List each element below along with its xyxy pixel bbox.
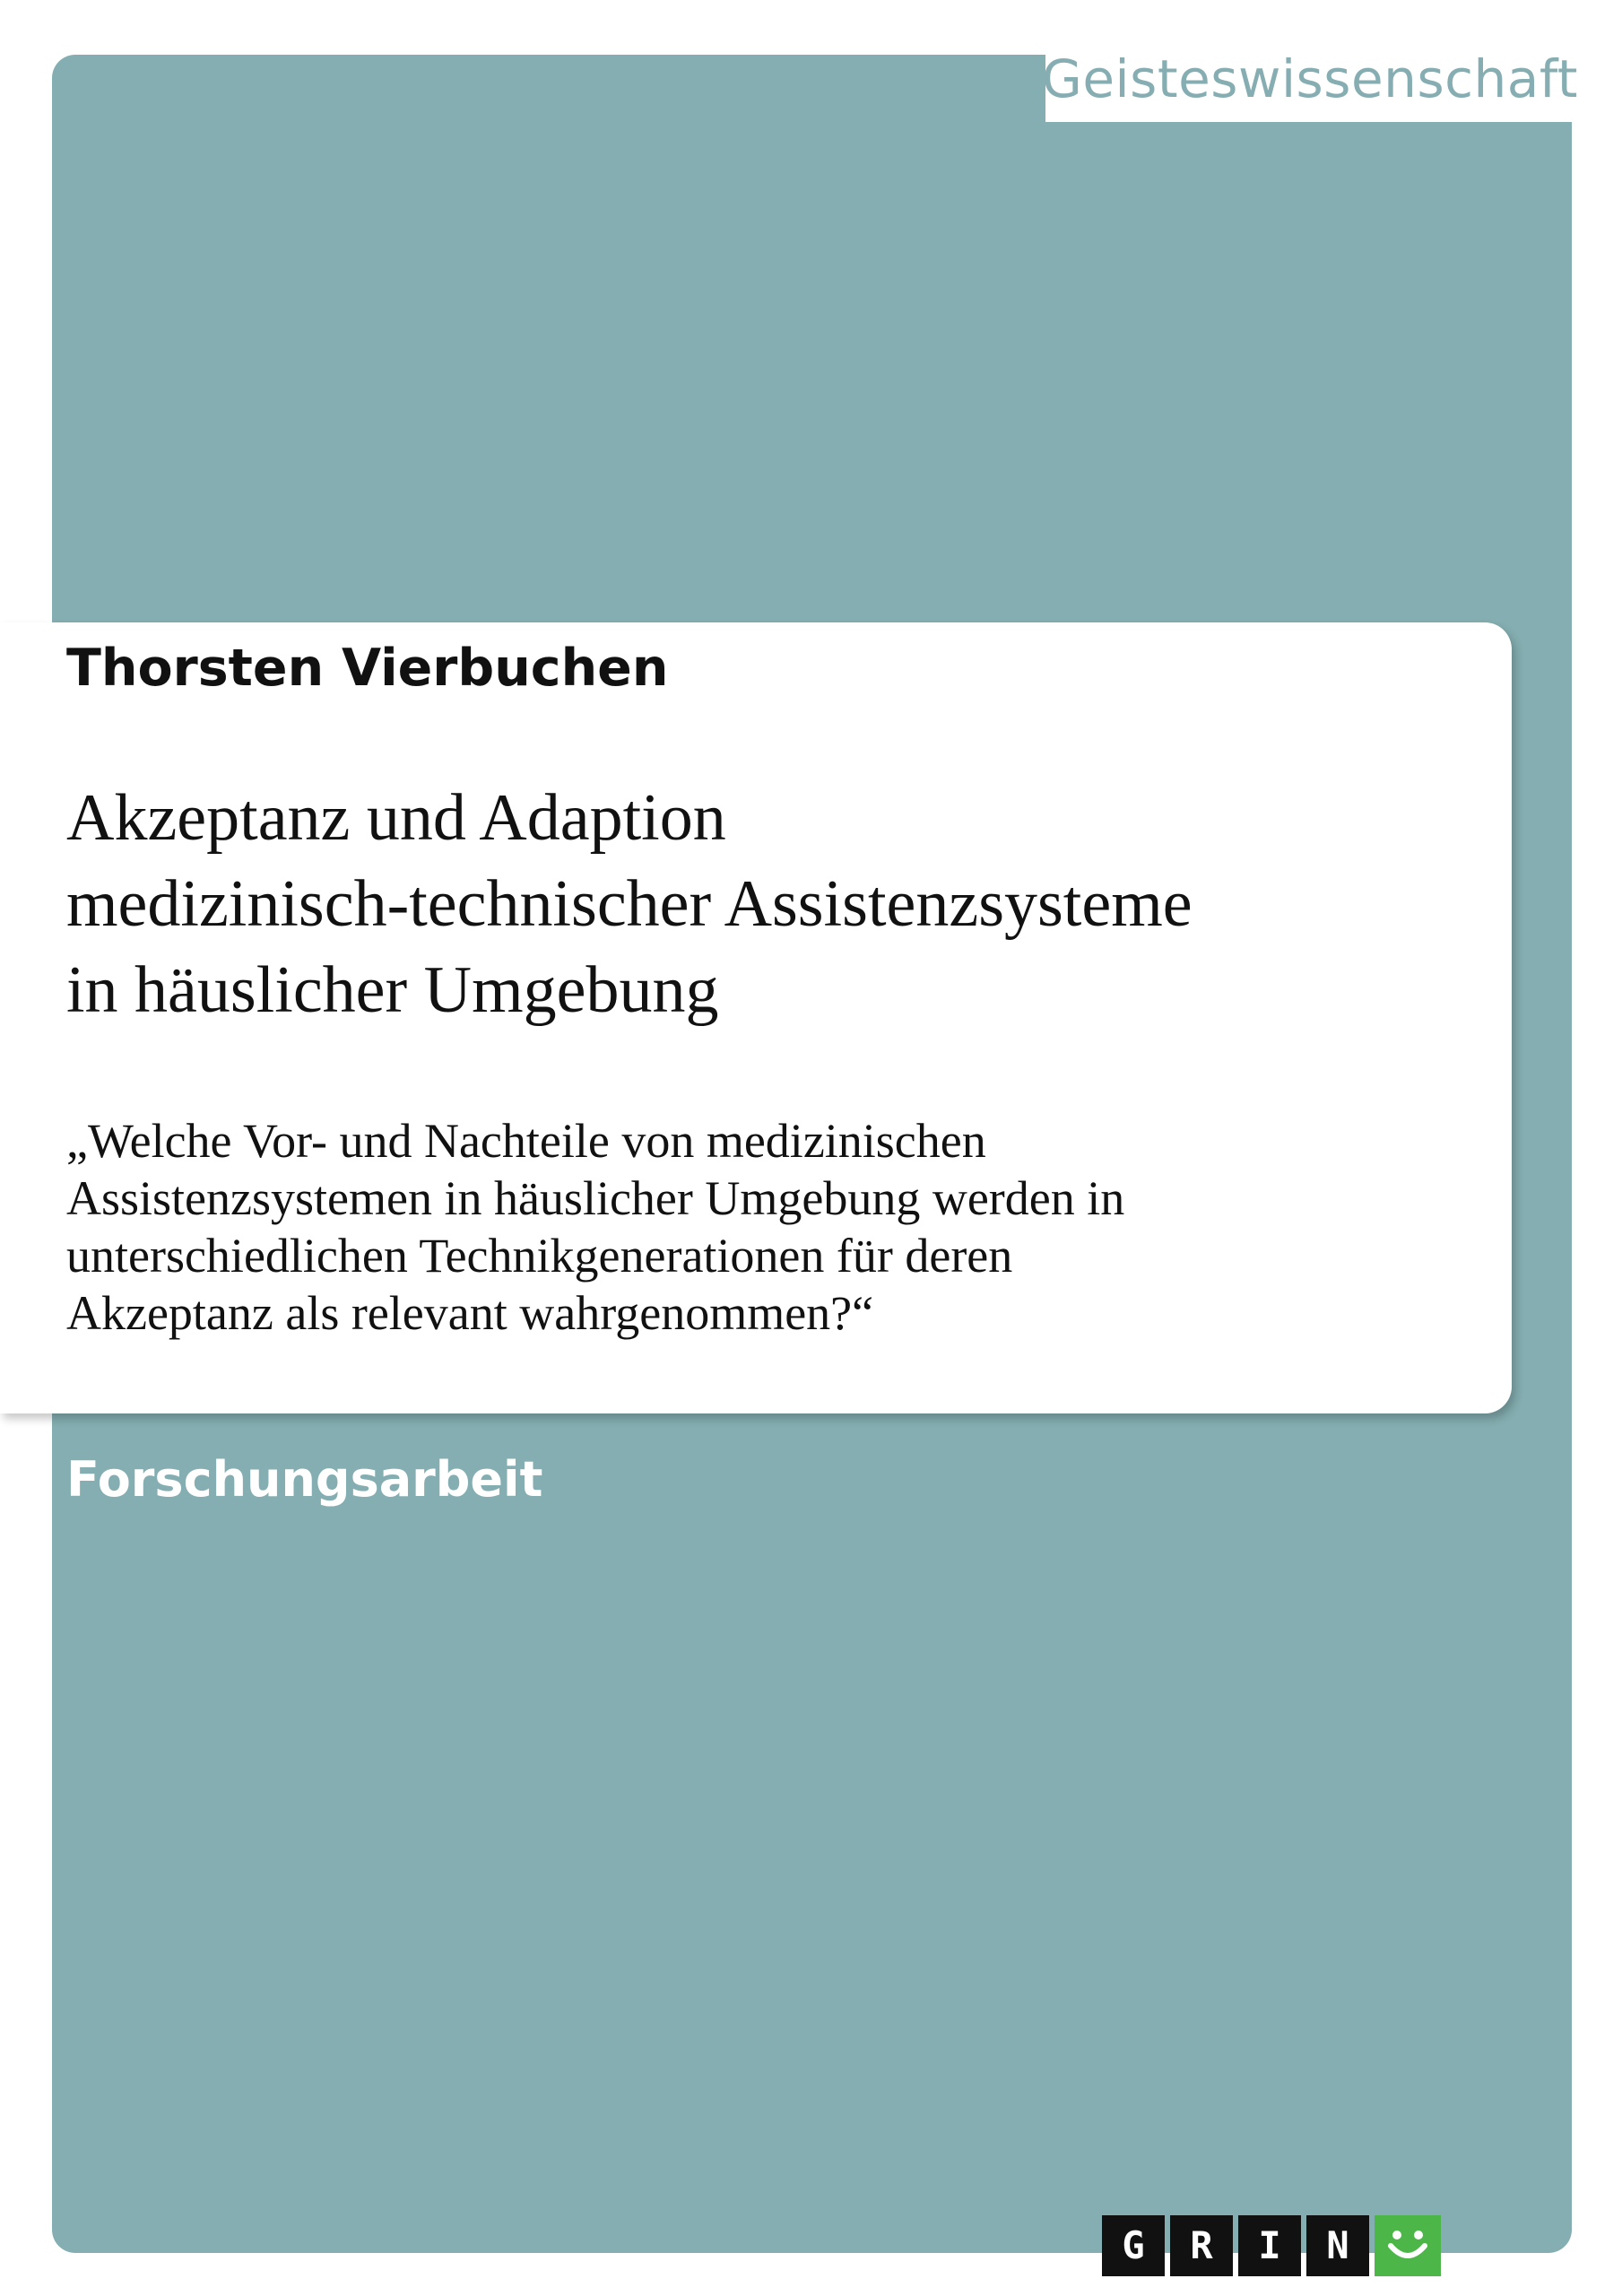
book-title-line: in häuslicher Umgebung [66, 953, 719, 1027]
logo-letter: N [1306, 2215, 1369, 2276]
logo-letter: G [1102, 2215, 1165, 2276]
book-subtitle-line: Assistenzsystemen in häuslicher Umgebung werden in [66, 1171, 1125, 1225]
author-name: Thorsten Vierbuchen [66, 639, 669, 698]
book-subtitle-line: unterschiedlichen Technikgenerationen für deren [66, 1229, 1013, 1283]
document-type: Forschungsarbeit [66, 1451, 543, 1508]
book-subtitle-line: Akzeptanz als relevant wahrgenommen?“ [66, 1286, 874, 1340]
grin-logo [1102, 2215, 1441, 2276]
book-title-line: Akzeptanz und Adaption [66, 781, 726, 855]
book-title [66, 775, 1483, 1033]
book-title-line: medizinisch-technischer Assistenzsysteme [66, 867, 1193, 941]
category-label: Geisteswissenschaft [1041, 48, 1578, 109]
book-subtitle [66, 1112, 1483, 1342]
smiley-icon [1375, 2215, 1441, 2276]
logo-letter: I [1238, 2215, 1301, 2276]
logo-letter: R [1170, 2215, 1233, 2276]
book-subtitle-line: „Welche Vor- und Nachteile von medizinischen [66, 1114, 986, 1168]
